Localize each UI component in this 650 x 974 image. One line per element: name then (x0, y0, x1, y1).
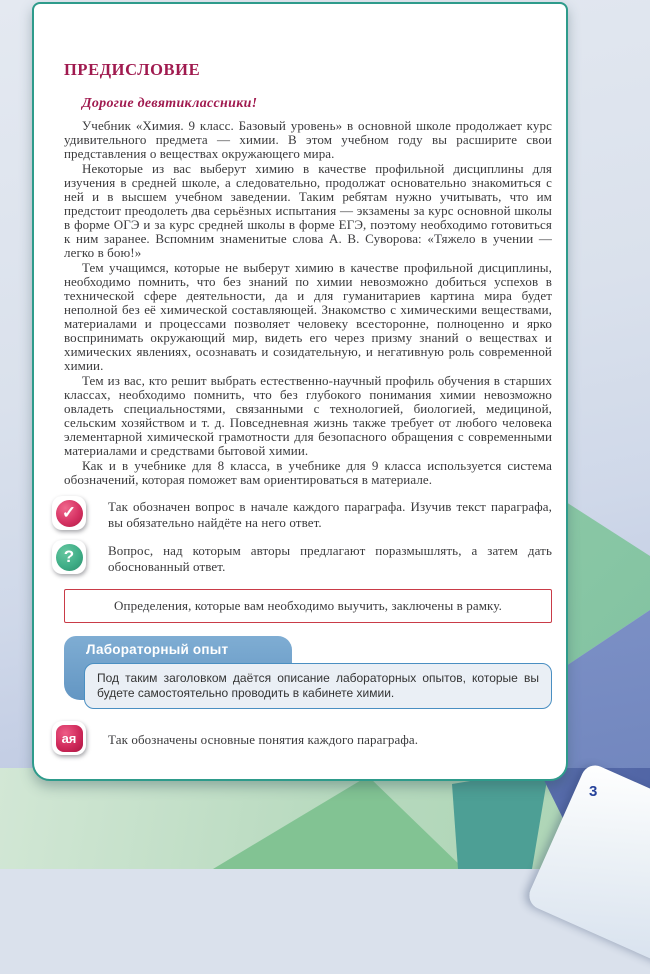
page-content (34, 4, 566, 755)
legend-item-text: Так обозначены основные понятия каждого параграфа. (108, 731, 419, 747)
question-mark-icon: ? (56, 544, 83, 571)
salutation: Дорогие девятиклассники! (82, 96, 258, 111)
textbook-page (32, 2, 568, 781)
legend-item-question (64, 542, 552, 575)
glossary-alphabet-icon: ая (56, 725, 83, 752)
icon-tile (52, 540, 86, 574)
body-paragraph: Учебник «Химия. 9 класс. Базовый уровень» в основной школе продолжает курс удивительного предмета — химии. В этом учебном году вы расширите свои представления о веществах окружающего мира. (64, 118, 552, 161)
icon-tile (52, 721, 86, 755)
page-title: ПРЕДИСЛОВИЕ (64, 60, 201, 79)
body-paragraph: Тем из вас, кто решит выбрать естественно-научный профиль обучения в старших классах, необходимо помнить, что без глубокого понимания химии невозможно овладеть специальностями, связанными с технологией, биологией, медициной, сельским хозяйством и т. д. Повседневная жизнь также требует от любого человека элементарной химической грамотности для безопасного обращения с современными материалами и средствами бытовой химии. (64, 373, 552, 458)
lab-experiment-module (64, 636, 552, 706)
body-paragraph: Как и в учебнике для 8 класса, в учебнике для 9 класса используется система обозначений, которая поможет вам ориентироваться в материале. (64, 458, 552, 487)
legend-item-text: Так обозначен вопрос в начале каждого параграфа. Изучив текст параграфа, вы обязательно найдёте на него ответ. (108, 499, 552, 530)
legend-item-glossary (61, 723, 552, 755)
definition-box: Определения, которые вам необходимо выучить, заключены в рамку. (64, 589, 552, 623)
legend-item-text: Вопрос, над которым авторы предлагают поразмышлять, а затем дать обоснованный ответ. (108, 543, 552, 574)
legend-item-check (61, 498, 552, 531)
lab-tab-label: Лабораторный опыт (86, 642, 229, 657)
body-paragraph: Некоторые из вас выберут химию в качестве профильной дисциплины для изучения в средней школе, а следовательно, продолжат основательно знакомиться с ней и в высшем учебном заведении. Таким ребятам нужно учитывать, что им предстоит преодолеть два серьёзных испытания — экзамены за курс основной школы в форме ОГЭ и за курс средней школы в форме ЕГЭ, поэтому необходимо готовиться к ним заранее. Вспомним знаменитые слова А. В. Суворова: «Тяжело в учении — легко в бою!» (64, 161, 552, 260)
page-number: 3 (589, 783, 598, 800)
icon-tile (52, 496, 86, 530)
body-paragraph: Тем учащимся, которые не выберут химию в качестве профильной дисциплины, необходимо помнить, что без знаний по химии невозможно добиться успехов в технической сфере деятельности, да и для гуманитариев картина мира будет неполной без её химической составляющей. Знакомство с химическими веществами, материалами и процессами позволяет человеку всесторонне, полноценно и ярко воспринимать окружающий мир, видеть его через призму знаний о веществах и химических явлениях, осознавать и созидательную, и негативную роль современной химии. (64, 260, 552, 373)
checkmark-icon: ✓ (56, 500, 83, 527)
lab-body-text: Под таким заголовком даётся описание лабораторных опытов, которые вы будете самостоятельно проводить в кабинете химии. (84, 663, 552, 709)
